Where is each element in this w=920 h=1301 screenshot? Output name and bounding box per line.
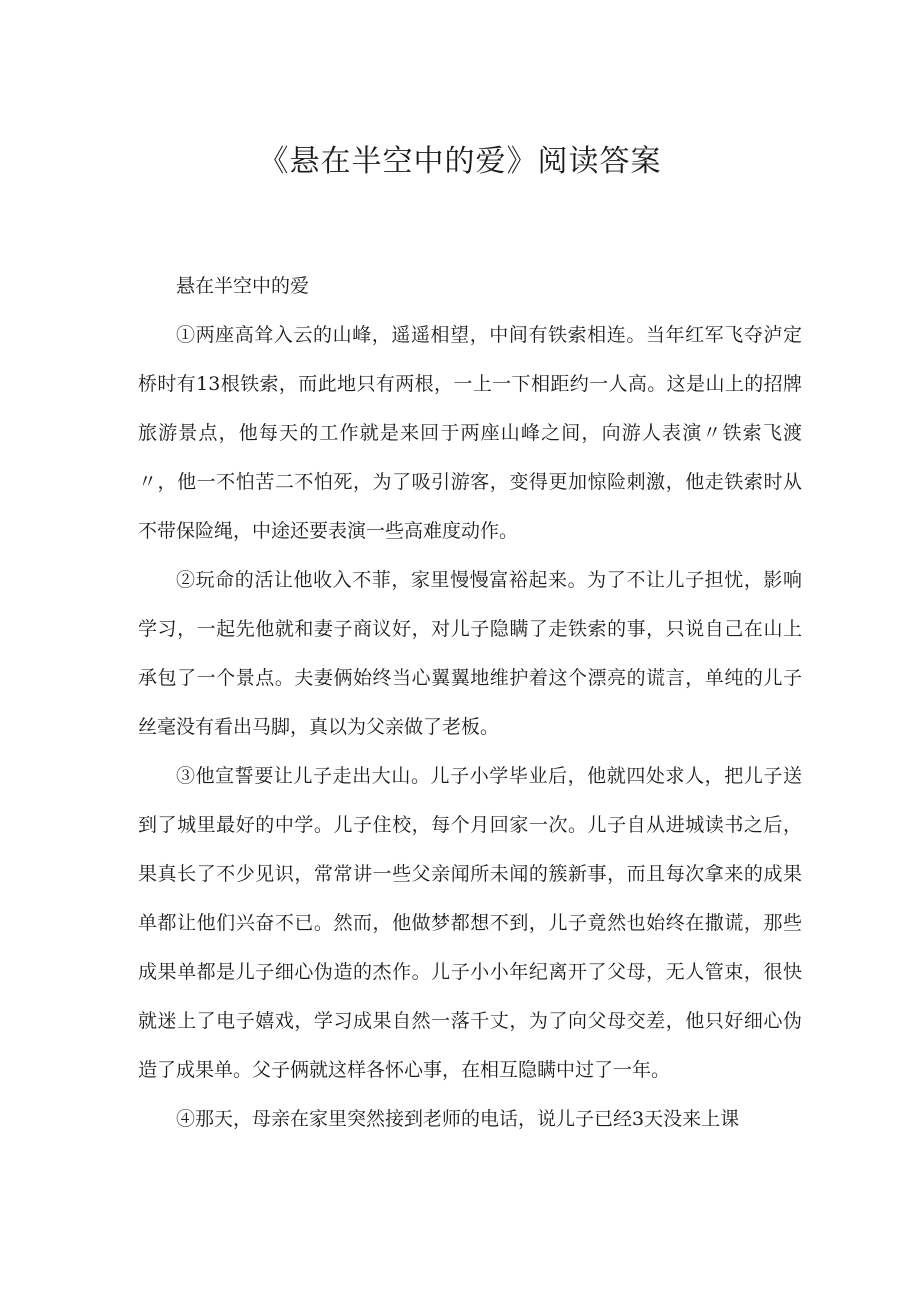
document-body [138,262,802,1144]
paragraph-2: ②玩命的活让他收入不菲，家里慢慢富裕起来。为了不让儿子担忧，影响学习，一起先他就和妻子商议好，对儿子隐瞒了走铁索的事，只说自己在山上承包了一个景点。夫妻俩始终当心翼翼地维护着这个漂亮的谎言，单纯的儿子丝毫没有看出马脚，真以为父亲做了老板。 [138,569,802,738]
paragraph-4: ④那天，母亲在家里突然接到老师的电话，说儿子已经3天没来上课 [176,1108,740,1130]
paragraph-1: ①两座高耸入云的山峰，遥遥相望，中间有铁索相连。当年红军飞夺泸定桥时有13根铁索，而此地只有两根，一上一下相距约一人高。这是山上的招牌旅游景点，他每天的工作就是来回于两座山峰之间，向游人表演〃铁索飞渡〃，他一不怕苦二不怕死，为了吸引游客，变得更加惊险刺激，他走铁索时从不带保险绳，中途还要表演一些高难度动作。 [138,324,802,542]
document-title: 《悬在半空中的爱》阅读答案 [258,144,662,179]
article-subtitle: 悬在半空中的爱 [176,275,310,297]
paragraph-3: ③他宣誓要让儿子走出大山。儿子小学毕业后，他就四处求人，把儿子送到了城里最好的中学。儿子住校，每个月回家一次。儿子自从进城读书之后，果真长了不少见识，常常讲一些父亲闻所未闻的簇新事，而且每次拿来的成果单都让他们兴奋不已。然而，他做梦都想不到，儿子竟然也始终在撒谎，那些成果单都是儿子细心伪造的杰作。儿子小小年纪离开了父母，无人管束，很快就迷上了电子嬉戏，学习成果自然一落千丈，为了向父母交差，他只好细心伪造了成果单。父子俩就这样各怀心事，在相互隐瞒中过了一年。 [138,765,802,1081]
